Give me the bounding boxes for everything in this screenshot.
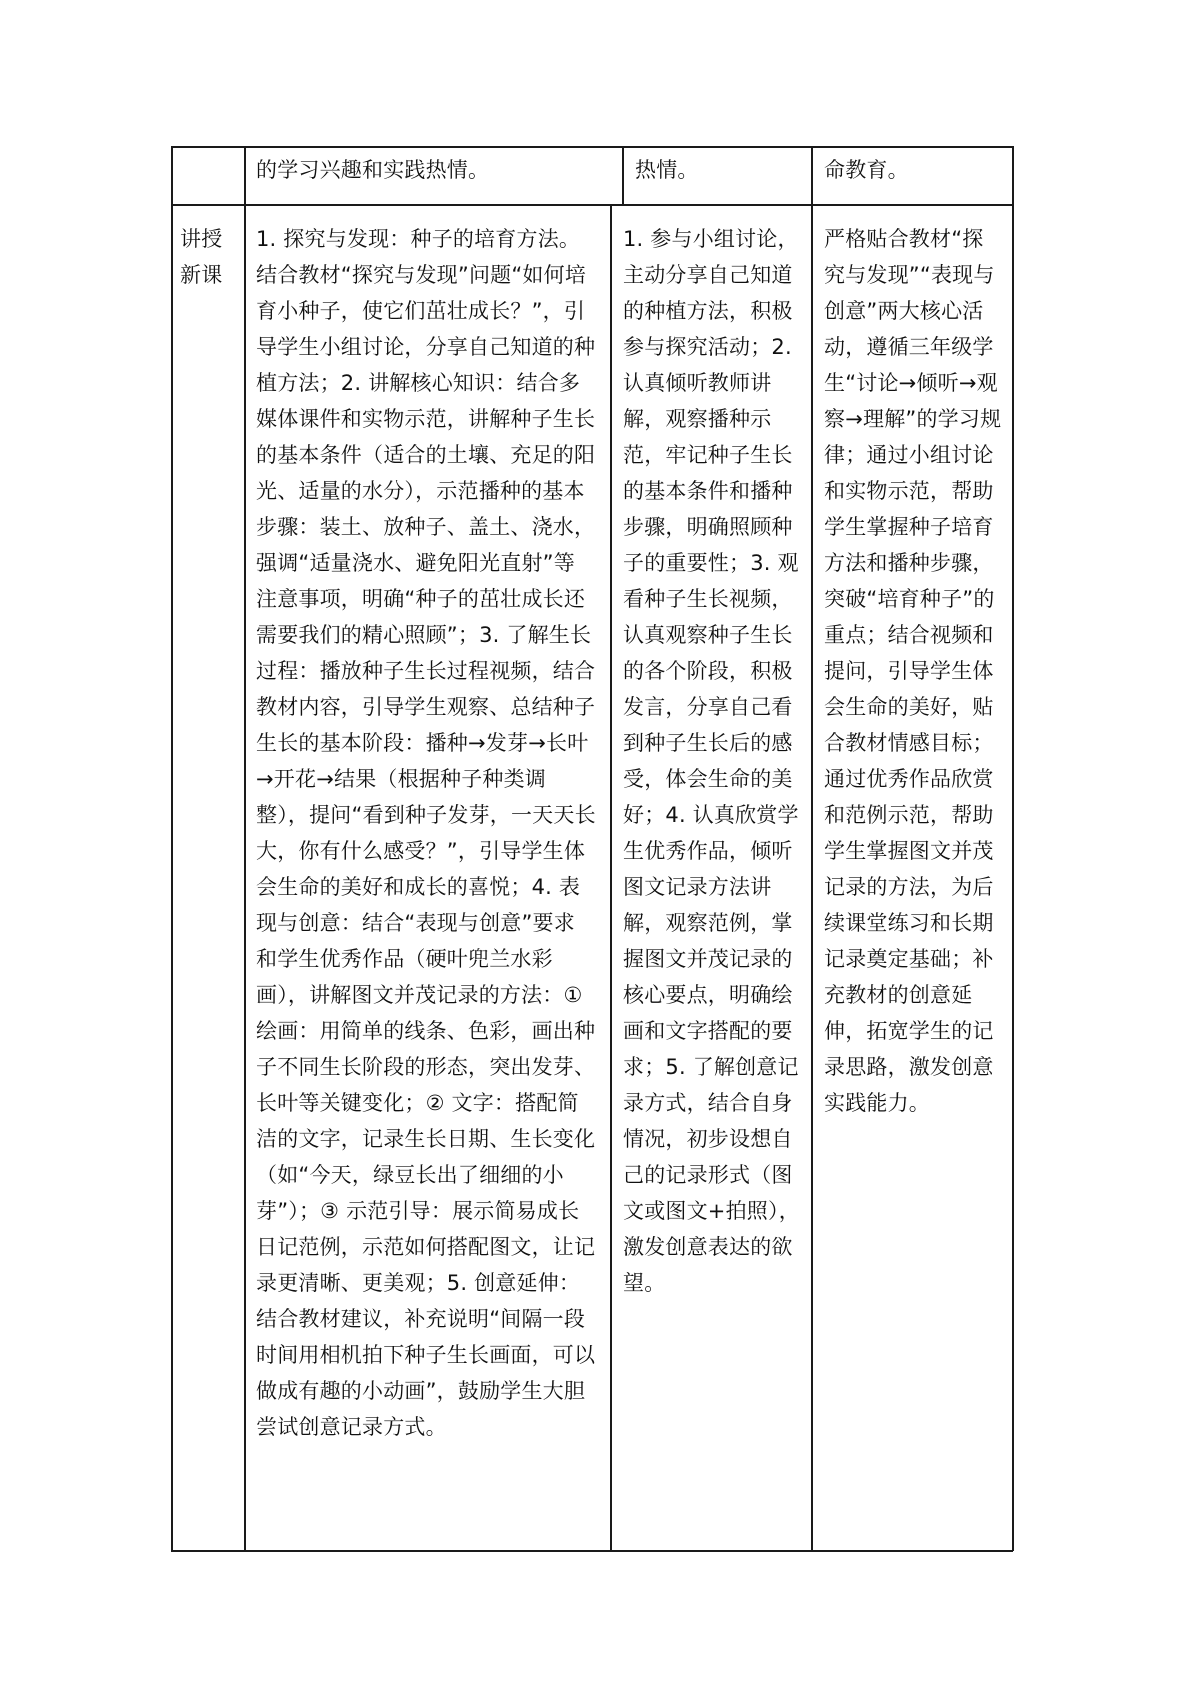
cell-lecture-design-intent: 严格贴合教材“探究与发现”“表现与创意”两大核心活动，遵循三年级学生“讨论→倾听→观察→理解”的学习规律；通过小组讨论和实物示范，帮助学生掌握种子培育方法和播种步骤，突破“培育种子”的重点；结合视频和提问，引导学生体会生命的美好，贴合教材情感目标；通过优秀作品欣赏和范例示范，帮助学生掌握图文并茂记录的方法，为后续课堂练习和长期记录奠定基础；补充教材的创意延伸，拓宽学生的记录思路，激发创意实践能力。 <box>824 227 1002 1115</box>
row-divider <box>171 204 1013 206</box>
table-top-border <box>171 146 1013 148</box>
table-right-border <box>1012 146 1014 1551</box>
col-divider-3 <box>811 146 813 1551</box>
table-bottom-border <box>171 1550 1013 1552</box>
col-divider-1 <box>244 146 246 1551</box>
col-divider-2 <box>610 204 612 1551</box>
cell-continued-col3: 热情。 <box>635 158 699 182</box>
cell-lecture-stage: 讲授新课 <box>180 227 223 287</box>
cell-continued-col2: 的学习兴趣和实践热情。 <box>256 158 490 182</box>
col-divider-2-top <box>622 146 624 205</box>
cell-lecture-student-activity: 1. 参与小组讨论，主动分享自己知道的种植方法，积极参与探究活动；2. 认真倾听教师讲解，观察播种示范，牢记种子生长的基本条件和播种步骤，明确照顾种子的重要性；3. 观看种子生长视频，认真观察种子生长的各个阶段，积极发言，分享自己看到种子生长后的感受，体会生命的美好；4. 认真欣赏学生优秀作品，倾听图文记录方法讲解，观察范例，掌握图文并茂记录的核心要点，明确绘画和文字搭配的要求；5. 了解创意记录方式，结合自身情况，初步设想自己的记录形式（图文或图文+拍照），激发创意表达的欲望。 <box>623 227 800 1295</box>
table-left-border <box>171 146 173 1551</box>
cell-lecture-teacher-activity: 1. 探究与发现：种子的培育方法。结合教材“探究与发现”问题“如何培育小种子，使它们茁壮成长？”，引导学生小组讨论，分享自己知道的种植方法；2. 讲解核心知识：结合多媒体课件和实物示范，讲解种子生长的基本条件（适合的土壤、充足的阳光、适量的水分），示范播种的基本步骤：装土、放种子、盖土、浇水，强调“适量浇水、避免阳光直射”等注意事项，明确“种子的茁壮成长还需要我们的精心照顾”；3. 了解生长过程：播放种子生长过程视频，结合教材内容，引导学生观察、总结种子生长的基本阶段：播种→发芽→长叶→开花→结果（根据种子种类调整），提问“看到种子发芽，一天天长大，你有什么感受？”，引导学生体会生命的美好和成长的喜悦；4. 表现与创意：结合“表现与创意”要求和学生优秀作品（硬叶兜兰水彩画），讲解图文并茂记录的方法：① 绘画：用简单的线条、色彩，画出种子不同生长阶段的形态，突出发芽、长叶等关键变化；② 文字：搭配简洁的文字，记录生长日期、生长变化（如“今天，绿豆长出了细细的小芽”）；③ 示范引导：展示简易成长日记范例，示范如何搭配图文，让记录更清晰、更美观；5. 创意延伸：结合教材建议，补充说明“间隔一段时间用相机拍下种子生长画面，可以做成有趣的小动画”，鼓励学生大胆尝试创意记录方式。 <box>256 227 596 1439</box>
cell-continued-col4: 命教育。 <box>824 158 909 182</box>
